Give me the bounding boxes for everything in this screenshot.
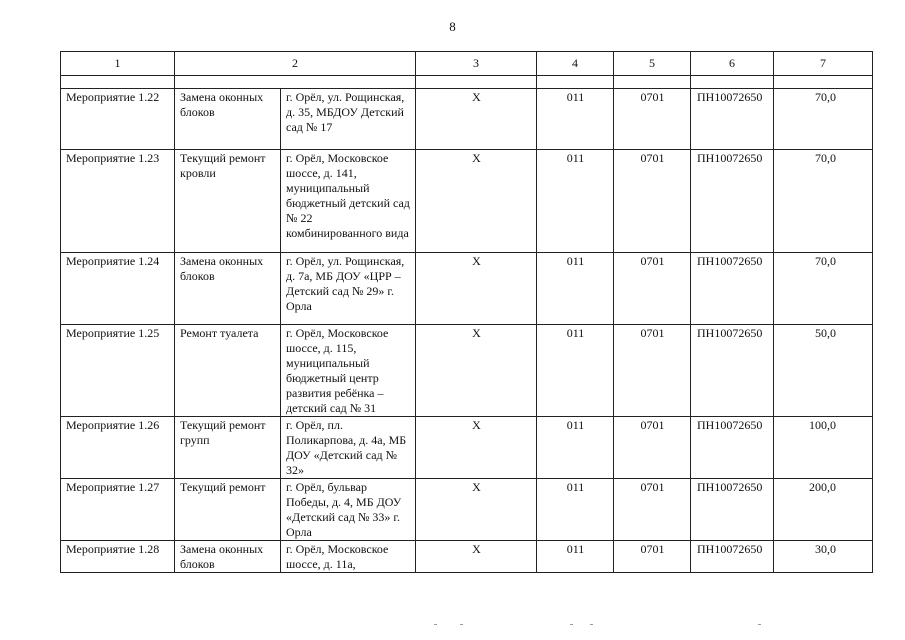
col7-cell: 200,0 [774, 479, 873, 541]
col6-cell: ПН10072650 [691, 150, 774, 253]
activity-cell: Мероприятие 1.25 [61, 325, 175, 417]
spacer-cell [774, 76, 873, 89]
header-cell: 1 [61, 52, 175, 76]
col5-cell: 0701 [614, 417, 691, 479]
header-cell: 5 [614, 52, 691, 76]
col3-cell: Х [416, 89, 537, 150]
col6-cell: ПН10072650 [691, 541, 774, 573]
work-cell: Замена оконных блоков [175, 541, 281, 573]
col4-cell: 011 [537, 325, 614, 417]
col5-cell: 0701 [614, 541, 691, 573]
activity-cell: Мероприятие 1.26 [61, 417, 175, 479]
address-cell: г. Орёл, пл. Поликарпова, д. 4а, МБ ДОУ «Детский сад № 32» [281, 417, 416, 479]
spacer-cell [61, 76, 175, 89]
address-cell: г. Орёл, бульвар Победы, д. 4, МБ ДОУ «Детский сад № 33» г. Орла [281, 479, 416, 541]
col6-cell: ПН10072650 [691, 253, 774, 325]
col3-cell: Х [416, 541, 537, 573]
work-cell: Текущий ремонт кровли [175, 150, 281, 253]
activity-cell: Мероприятие 1.23 [61, 150, 175, 253]
col5-cell: 0701 [614, 150, 691, 253]
col6-cell: ПН10072650 [691, 417, 774, 479]
work-cell: Замена оконных блоков [175, 89, 281, 150]
col7-cell: 30,0 [774, 541, 873, 573]
table-row [61, 417, 873, 479]
col4-cell: 011 [537, 150, 614, 253]
col3-cell: Х [416, 417, 537, 479]
activity-cell: Мероприятие 1.22 [61, 89, 175, 150]
col7-cell: 100,0 [774, 417, 873, 479]
col5-cell: 0701 [614, 325, 691, 417]
table-row [61, 541, 873, 573]
col5-cell: 0701 [614, 253, 691, 325]
spacer-cell [416, 76, 537, 89]
header-cell: 6 [691, 52, 774, 76]
col4-cell: 011 [537, 541, 614, 573]
spacer-row [61, 76, 873, 89]
col5-cell: 0701 [614, 479, 691, 541]
col6-cell: ПН10072650 [691, 325, 774, 417]
col3-cell: Х [416, 479, 537, 541]
work-cell: Текущий ремонт [175, 479, 281, 541]
spacer-cell [614, 76, 691, 89]
table-row [61, 150, 873, 253]
table-row [61, 479, 873, 541]
address-cell: г. Орёл, Московское шоссе, д. 115, муниципальный бюджетный центр развития ребёнка – детский сад № 31 [281, 325, 416, 417]
col7-cell: 70,0 [774, 150, 873, 253]
spacer-cell [691, 76, 774, 89]
header-cell: 3 [416, 52, 537, 76]
table-header-row [61, 52, 873, 76]
spacer-cell [537, 76, 614, 89]
activity-cell: Мероприятие 1.27 [61, 479, 175, 541]
col3-cell: Х [416, 253, 537, 325]
table-row [61, 89, 873, 150]
col4-cell: 011 [537, 89, 614, 150]
table-row [61, 325, 873, 417]
address-cell: г. Орёл, Московское шоссе, д. 141, муниципальный бюджетный детский сад № 22 комбинированного вида [281, 150, 416, 253]
scan-artifacts [420, 624, 780, 634]
activity-cell: Мероприятие 1.28 [61, 541, 175, 573]
col4-cell: 011 [537, 253, 614, 325]
col7-cell: 50,0 [774, 325, 873, 417]
work-cell: Ремонт туалета [175, 325, 281, 417]
header-cell: 2 [175, 52, 416, 76]
col4-cell: 011 [537, 479, 614, 541]
measures-table [60, 51, 873, 573]
work-cell: Текущий ремонт групп [175, 417, 281, 479]
address-cell: г. Орёл, ул. Рощинская, д. 35, МБДОУ Детский сад № 17 [281, 89, 416, 150]
address-cell: г. Орёл, Московское шоссе, д. 11а, [281, 541, 416, 573]
col7-cell: 70,0 [774, 89, 873, 150]
col3-cell: Х [416, 325, 537, 417]
page-number: 8 [449, 19, 456, 34]
table-row [61, 253, 873, 325]
col6-cell: ПН10072650 [691, 89, 774, 150]
header-cell: 4 [537, 52, 614, 76]
col6-cell: ПН10072650 [691, 479, 774, 541]
activity-cell: Мероприятие 1.24 [61, 253, 175, 325]
address-cell: г. Орёл, ул. Рощинская, д. 7а, МБ ДОУ «ЦРР – Детский сад № 29» г. Орла [281, 253, 416, 325]
spacer-cell [175, 76, 416, 89]
work-cell: Замена оконных блоков [175, 253, 281, 325]
col7-cell: 70,0 [774, 253, 873, 325]
header-cell: 7 [774, 52, 873, 76]
col3-cell: Х [416, 150, 537, 253]
col5-cell: 0701 [614, 89, 691, 150]
col4-cell: 011 [537, 417, 614, 479]
